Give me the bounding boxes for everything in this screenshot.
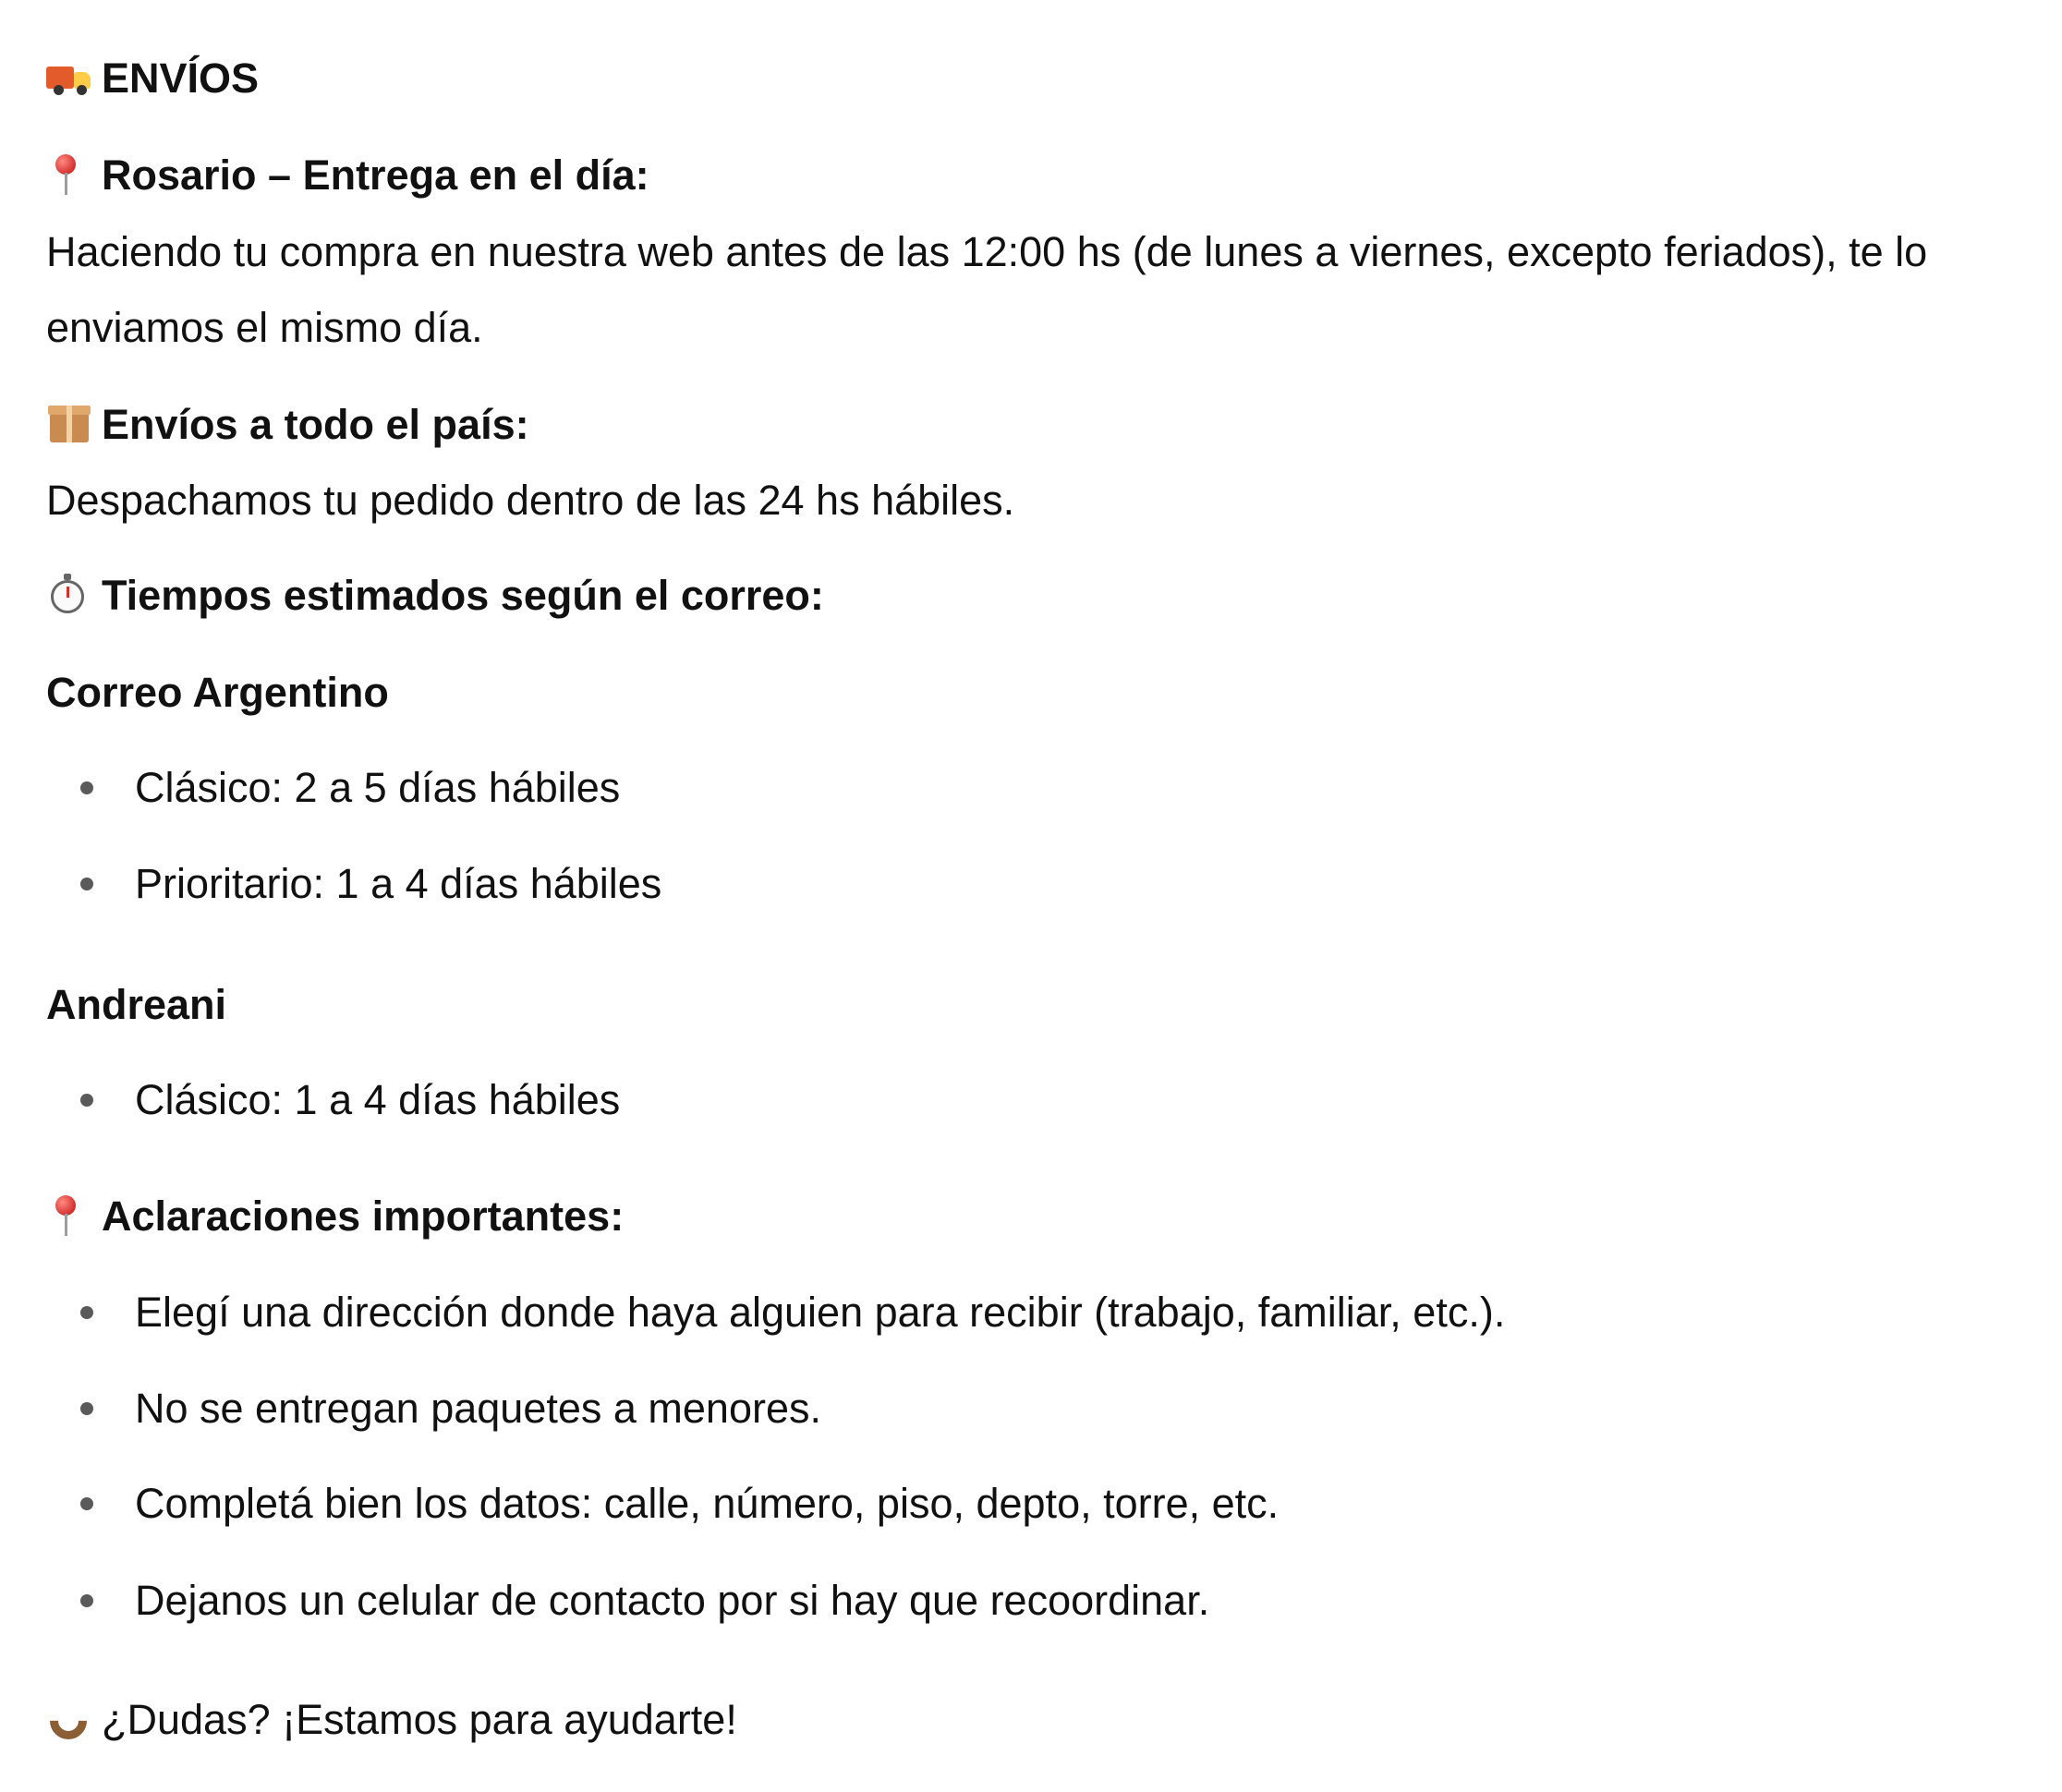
- package-icon: [46, 402, 92, 448]
- nacional-heading: [46, 397, 529, 453]
- round-pushpin-icon: [46, 152, 92, 199]
- list-item: [0, 1476, 1279, 1532]
- andreani-heading-text: Andreani: [46, 981, 227, 1028]
- list-item: [0, 1381, 821, 1436]
- tiempos-heading-text: Tiempos estimados según el correo:: [102, 572, 824, 619]
- aclaraciones-heading: [46, 1189, 624, 1244]
- list-item-text: Clásico: 2 a 5 días hábiles: [135, 764, 621, 811]
- correo-argentino-heading: [46, 665, 389, 720]
- page-title-text: ENVÍOS: [102, 54, 260, 102]
- rosario-heading: [46, 148, 649, 203]
- telephone-receiver-icon: [46, 1697, 92, 1743]
- list-item-text: Dejanos un celular de contacto por si hay que recoordinar.: [135, 1577, 1210, 1624]
- bullet-icon: [80, 1402, 93, 1415]
- nacional-heading-text: Envíos a todo el país:: [102, 401, 529, 448]
- list-item: [0, 760, 620, 816]
- nacional-body-text: Despachamos tu pedido dentro de las 24 hs hábiles.: [46, 477, 1015, 524]
- page-title: [46, 51, 259, 106]
- list-item-text: Clásico: 1 a 4 días hábiles: [135, 1076, 621, 1123]
- list-item-text: Prioritario: 1 a 4 días hábiles: [135, 860, 662, 907]
- list-item: [0, 1072, 620, 1128]
- bullet-icon: [80, 878, 93, 890]
- nacional-body: [46, 473, 1014, 528]
- bullet-icon: [80, 1094, 93, 1107]
- rosario-body: Haciendo tu compra en nuestra web antes de las 12:00 hs (de lunes a viernes, excepto feriados), te lo enviamos el mismo día.: [46, 228, 1928, 351]
- list-item-text: No se entregan paquetes a menores.: [135, 1385, 821, 1432]
- bullet-icon: [80, 781, 93, 794]
- bullet-icon: [80, 1306, 93, 1319]
- correo-argentino-heading-text: Correo Argentino: [46, 669, 389, 716]
- bullet-icon: [80, 1594, 93, 1607]
- rosario-heading-text: Rosario – Entrega en el día:: [102, 151, 649, 199]
- list-item-text: Completá bien los datos: calle, número, piso, depto, torre, etc.: [135, 1480, 1280, 1527]
- list-item-text: Elegí una dirección donde haya alguien para recibir (trabajo, familiar, etc.).: [135, 1289, 1506, 1336]
- list-item: [0, 1573, 1209, 1629]
- contact-line: [46, 1692, 737, 1748]
- tiempos-heading: [46, 568, 824, 624]
- contact-text: ¿Dudas? ¡Estamos para ayudarte!: [102, 1696, 737, 1743]
- round-pushpin-icon: [46, 1193, 92, 1240]
- stopwatch-icon: [46, 573, 92, 619]
- list-item: [0, 1285, 1505, 1340]
- andreani-heading: [46, 977, 226, 1033]
- aclaraciones-heading-text: Aclaraciones importantes:: [102, 1193, 625, 1240]
- list-item: [0, 856, 661, 912]
- delivery-truck-icon: [46, 55, 92, 102]
- bullet-icon: [80, 1497, 93, 1510]
